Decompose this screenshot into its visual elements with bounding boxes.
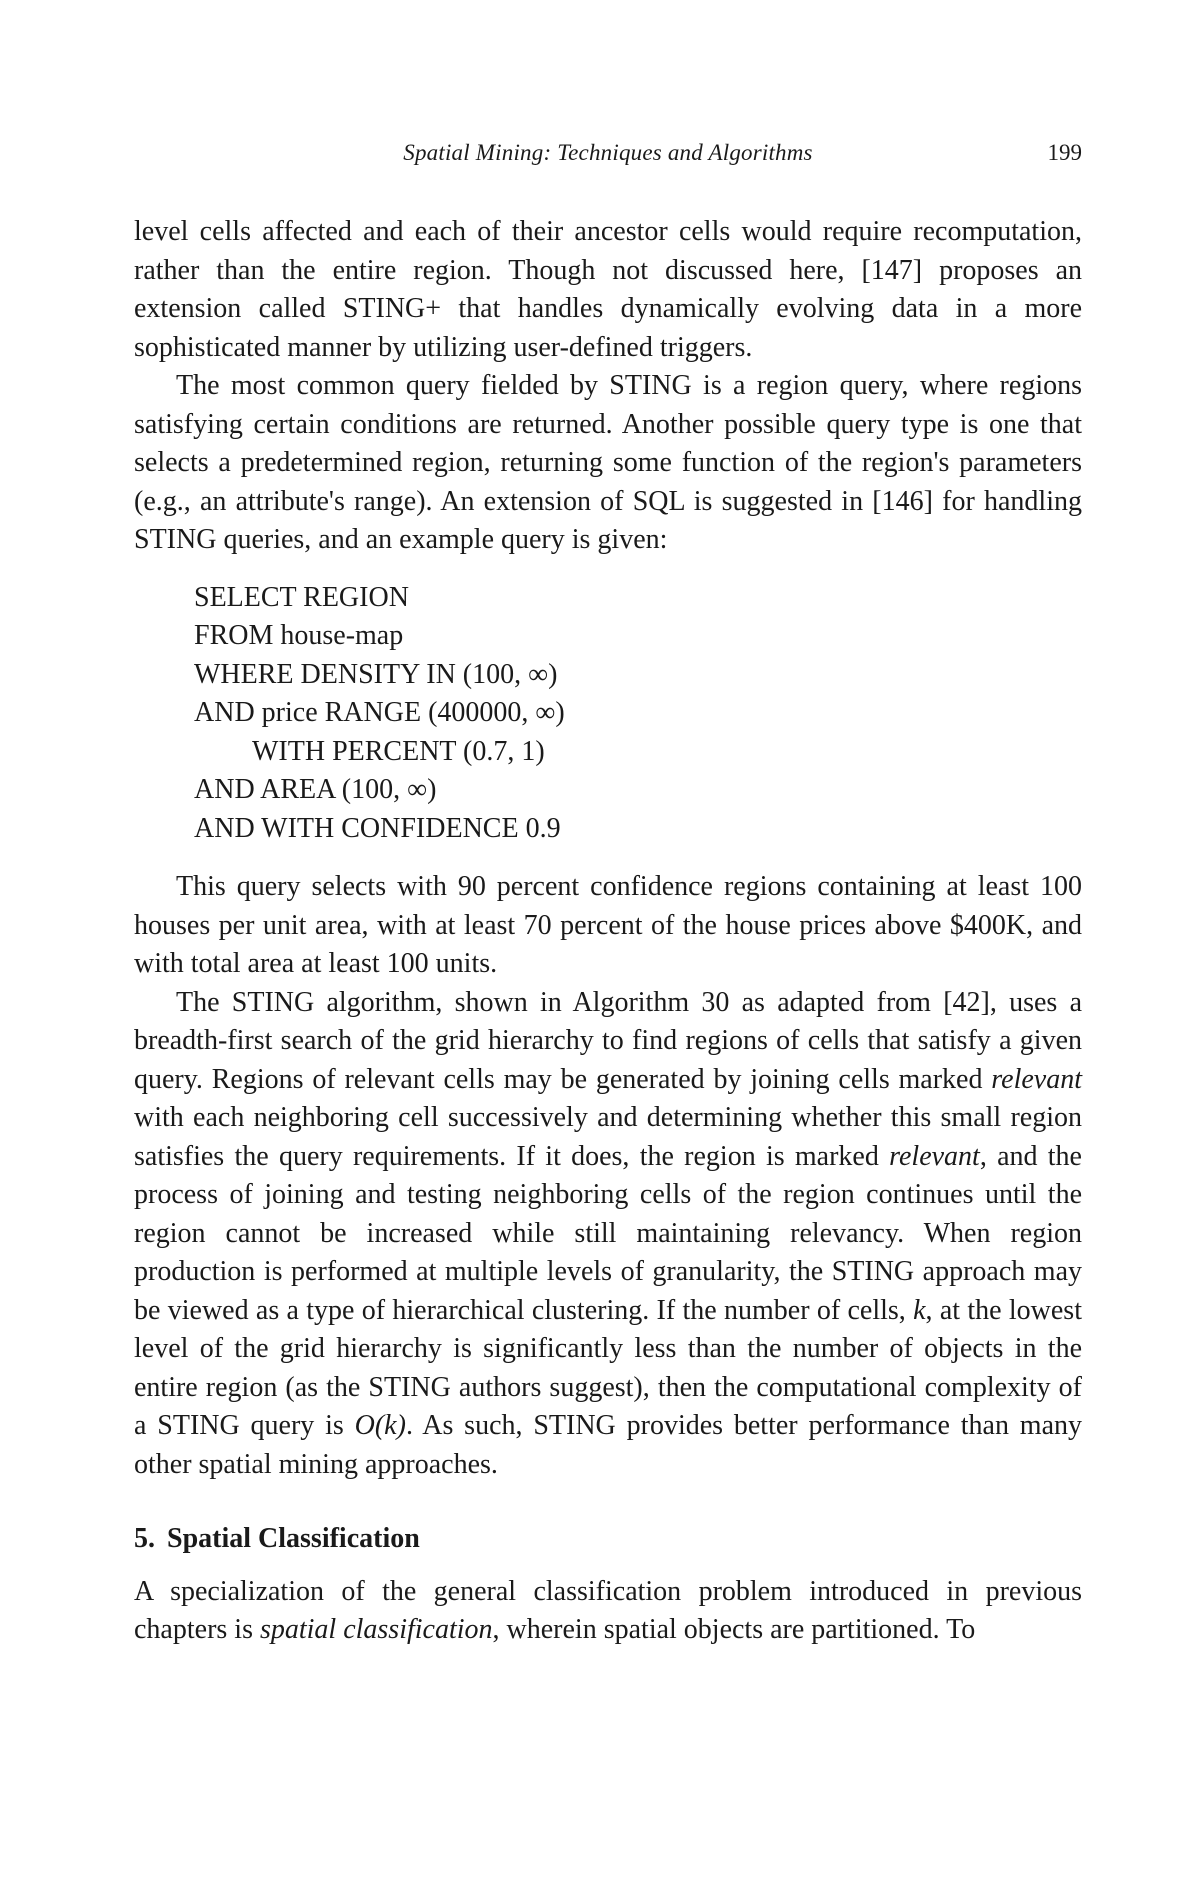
page-number: 199 [1047,140,1082,165]
paragraph-spatial-classification [134,1573,1082,1650]
text-run: , at the lowest level of the grid hierarchy is significantly less than the number of objects in the entire region (as the STING authors suggest), then the computational complexity of a STING query is [134,1294,1082,1441]
section-title: Spatial Classification [167,1523,420,1554]
query-line-area: AND AREA (100, ∞) [194,774,437,805]
query-line-where: WHERE DENSITY IN (100, ∞) [194,658,558,690]
body-text [134,213,1082,1650]
query-line-from: FROM house-map [194,620,404,651]
text-run: , and the process of joining and testing neighboring cells of the region continues until the region cannot be increased while still maintaining relevancy. When region production is performed at multiple levels of granularity, the STING approach may be viewed as a type of hierarchical clustering. If the number of cells, [134,1140,1082,1326]
text-run: A specialization of the general classification problem introduced in previous chapters is [134,1575,1082,1645]
text-run: . As such, STING provides better performance than many other spatial mining approaches. [134,1410,1082,1480]
query-line-price: AND price RANGE (400000, ∞) [194,697,565,728]
text-run: , wherein spatial objects are partitioned. To [492,1614,976,1645]
paragraph-query-explanation: This query selects with 90 percent confidence regions containing at least 100 houses per unit area, with at least 70 percent of the house prices above $400K, and with total area at least 100 units. [134,871,1082,979]
paragraph-continuation: level cells affected and each of their ancestor cells would require recomputation, rather than the entire region. Though not discussed here, [147] proposes an extension called STING+ that handles dynamically evolving data in a more sophisticated manner by utilizing user-defined triggers. [134,216,1082,363]
emphasis-complexity: O(k) [354,1410,406,1441]
emphasis-k: k [913,1294,926,1326]
section-number: 5. [134,1523,155,1554]
section-heading [134,1520,1082,1559]
paragraph-sting-algorithm [134,984,1082,1485]
query-line-select: SELECT REGION [194,581,409,613]
paragraph-region-query: The most common query fielded by STING is a region query, where regions satisfying certain conditions are returned. Another possible query type is one that selects a predetermined region, returning some function of the region's parameters (e.g., an attribute's range). An extension of SQL is suggested in [146] for handling STING queries, and an example query is given: [134,370,1082,555]
text-run: The STING algorithm, shown in Algorithm 30 as adapted from [42], uses a breadth-first search of the grid hierarchy to find regions of cells that satisfy a given query. Regions of relevant cells may be generated by joining cells marked [134,986,1082,1095]
emphasis-relevant: relevant [991,1063,1082,1095]
text-run: with each neighboring cell successively and determining whether this small region satisfies the query requirements. If it does, the region is marked [134,1102,1082,1172]
emphasis-relevant: relevant [889,1140,980,1172]
emphasis-spatial-classification: spatial classification [259,1614,493,1645]
query-line-percent: WITH PERCENT (0.7, 1) [252,735,545,767]
running-title: Spatial Mining: Techniques and Algorithms [403,140,813,165]
sql-query-block [194,579,1082,849]
running-head [134,140,1082,174]
query-line-confidence: AND WITH CONFIDENCE 0.9 [194,812,561,844]
